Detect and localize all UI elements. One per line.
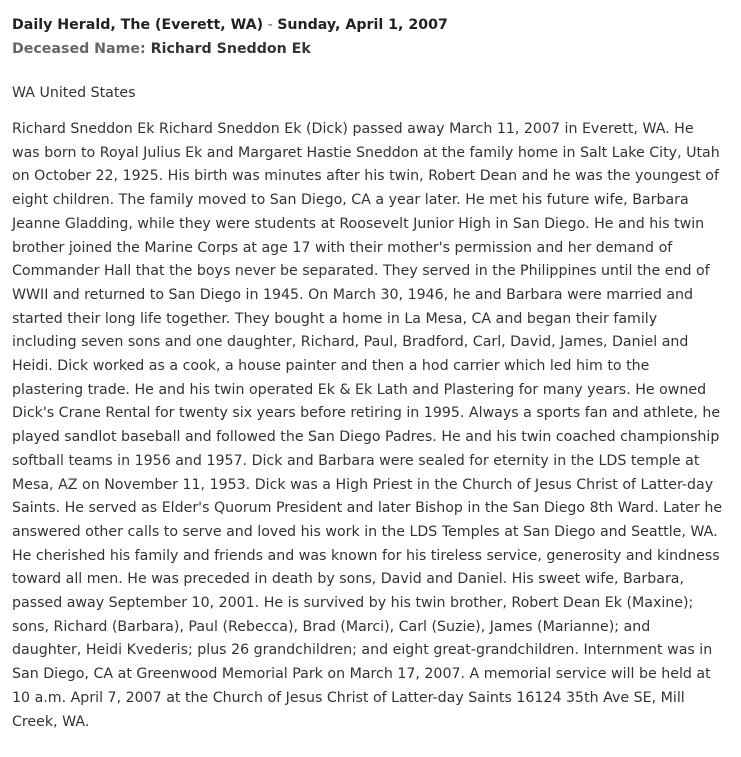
title-separator: - [263,17,278,33]
location-text: WA United States [12,85,136,101]
deceased-label: Deceased Name: [12,41,146,57]
publication-title: Daily Herald, The (Everett, WA) [12,17,264,33]
deceased-line [12,37,729,61]
deceased-name: Richard Sneddon Ek [150,41,311,57]
obituary-body: Richard Sneddon Ek Richard Sneddon Ek (Dick) passed away March 11, 2007 in Everett, WA. He was born to Royal Julius Ek and Margaret Hastie Sneddon at the family home in Salt Lake City, Utah on October 22, 1925. His birth was minutes after his twin, Robert Dean and he was the youngest of eight children. The family moved to San Diego, CA a year later. He met his future wife, Barbara Jeanne Gladding, while they were students at Roosevelt Junior High in San Diego. He and his twin brother joined the Marine Corps at age 17 with their mother's permission and her demand of Commander Hall that the boys never be separated. They served in the Philippines until the end of WWII and returned to San Diego in 1945. On March 30, 1946, he and Barbara were married and started their long life together. They bought a home in La Mesa, CA and began their family including seven sons and one daughter, Richard, Paul, Bradford, Carl, David, James, Daniel and Heidi. Dick worked as a cook, a house painter and then a hod carrier which led him to the plastering trade. He and his twin operated Ek & Ek Lath and Plastering for many years. He owned Dick's Crane Rental for twenty six years before retiring in 1995. Always a sports fan and athlete, he played sandlot baseball and followed the San Diego Padres. He and his twin coached championship softball teams in 1956 and 1957. Dick and Barbara were sealed for eternity in the LDS temple at Mesa, AZ on November 11, 1953. Dick was a High Priest in the Church of Jesus Christ of Latter-day Saints. He served as Elder's Quorum President and later Bishop in the San Diego 8th Ward. Later he answered other calls to serve and loved his work in the LDS Temples at San Diego and Seattle, WA. He cherished his family and friends and was known for his tireless service, generosity and kindness toward all men. He was preceded in death by sons, David and Daniel. His sweet wife, Barbara, passed away September 10, 2001. He is survived by his twin brother, Robert Dean Ek (Maxine); sons, Richard (Barbara), Paul (Rebecca), Brad (Marci), Carl (Suzie), James (Marianne); and daughter, Heidi Kvederis; plus 26 grandchildren; and eight great-grandchildren. Internment was in San Diego, CA at Greenwood Memorial Park on March 17, 2007. A memorial service will be held at 10 a.m. April 7, 2007 at the Church of Jesus Christ of Latter-day Saints 16124 35th Ave SE, Mill Creek, WA. [12,121,723,730]
publication-date: Sunday, April 1, 2007 [277,17,448,33]
publication-line [12,13,729,37]
